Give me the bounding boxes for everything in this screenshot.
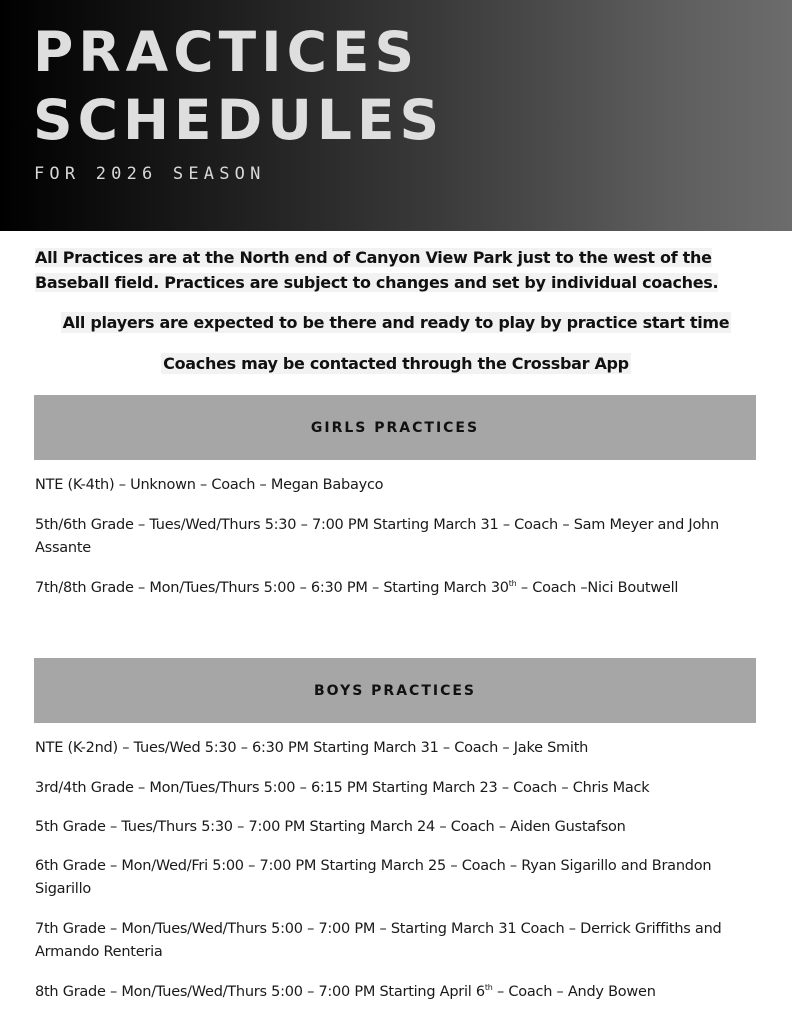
season-subtitle: FOR 2026 SEASON xyxy=(34,164,266,184)
boys-entry-nte xyxy=(35,737,759,760)
girls-entry-nte xyxy=(35,474,759,497)
entry-text: NTE (K-2nd) – Tues/Wed 5:30 – 6:30 PM Starting March 31 – Coach – Jake Smith xyxy=(35,740,589,756)
boys-entry-5th xyxy=(35,816,759,839)
page-title-line-2: SCHEDULES xyxy=(33,88,445,152)
expectation-note-text: All players are expected to be there and ready to play by practice start time xyxy=(62,313,730,332)
girls-entry-5th-6th xyxy=(35,514,759,560)
entry-text: 6th Grade – Mon/Wed/Fri 5:00 – 7:00 PM Starting March 25 – Coach – Ryan Sigarillo and Brandon Sigarillo xyxy=(35,858,712,897)
location-note-text: All Practices are at the North end of Canyon View Park just to the west of the Baseball field. Practices are subject to changes and set by individual coaches. xyxy=(35,248,719,292)
entry-text: 7th/8th Grade – Mon/Tues/Thurs 5:00 – 6:30 PM – Starting March 30 xyxy=(35,580,509,596)
entry-ordinal-suffix: th xyxy=(508,579,517,588)
boys-entry-6th xyxy=(35,855,759,901)
girls-practices-heading: GIRLS PRACTICES xyxy=(34,395,756,460)
entry-ordinal-suffix: th xyxy=(484,983,493,992)
entry-text-tail: – Coach –Nici Boutwell xyxy=(516,580,679,596)
location-note xyxy=(35,245,760,295)
entry-text: 3rd/4th Grade – Mon/Tues/Thurs 5:00 – 6:15 PM Starting March 23 – Coach – Chris Mack xyxy=(35,780,650,796)
page-title xyxy=(33,18,444,154)
page-title-line-1: PRACTICES xyxy=(33,20,420,84)
girls-entry-7th-8th xyxy=(35,577,759,600)
boys-practices-heading: BOYS PRACTICES xyxy=(34,658,756,723)
boys-entry-3rd-4th xyxy=(35,777,759,800)
entry-text: 7th Grade – Mon/Tues/Wed/Thurs 5:00 – 7:00 PM – Starting March 31 Coach – Derrick Griffiths and Armando Renteria xyxy=(35,921,722,960)
contact-note-text: Coaches may be contacted through the Crossbar App xyxy=(163,354,629,373)
boys-entry-7th xyxy=(35,918,759,964)
entry-text: NTE (K-4th) – Unknown – Coach – Megan Babayco xyxy=(35,477,384,493)
expectation-note xyxy=(0,313,792,332)
entry-text: 5th Grade – Tues/Thurs 5:30 – 7:00 PM Starting March 24 – Coach – Aiden Gustafson xyxy=(35,819,626,835)
entry-text: 8th Grade – Mon/Tues/Wed/Thurs 5:00 – 7:00 PM Starting April 6 xyxy=(35,984,485,1000)
entry-text-tail: – Coach – Andy Bowen xyxy=(492,984,656,1000)
entry-text: 5th/6th Grade – Tues/Wed/Thurs 5:30 – 7:00 PM Starting March 31 – Coach – Sam Meyer and John Assante xyxy=(35,517,719,556)
boys-entry-8th xyxy=(35,981,759,1004)
page-header xyxy=(0,0,792,231)
contact-note xyxy=(0,354,792,373)
